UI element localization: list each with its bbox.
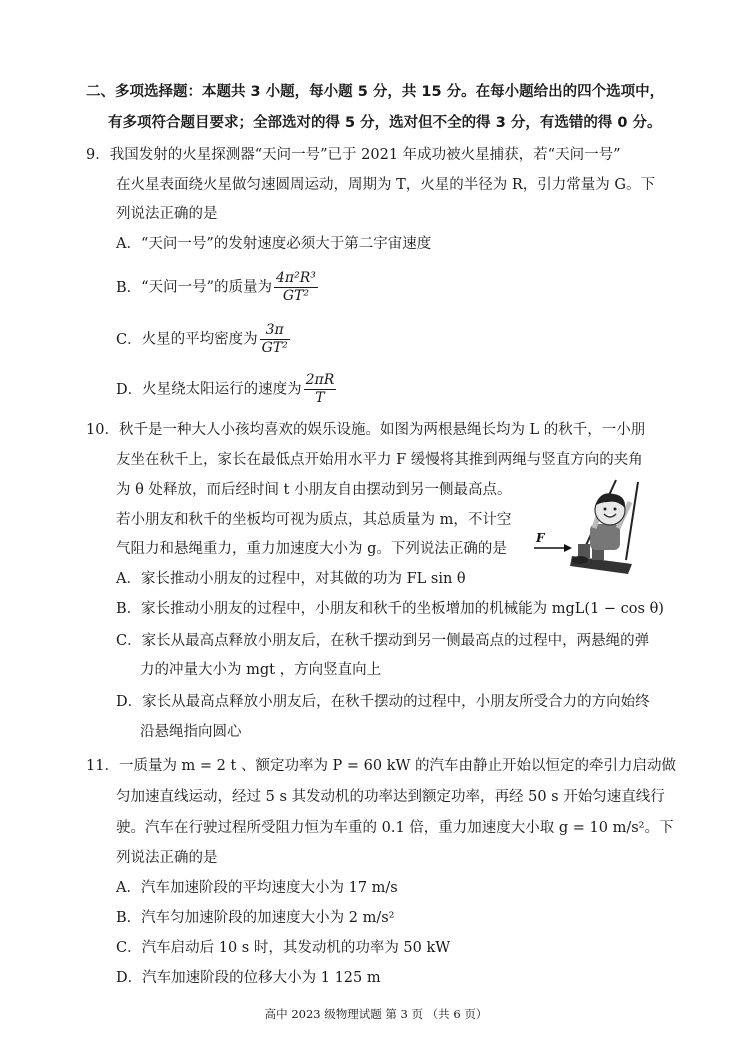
fraction-denominator: GT² <box>261 340 288 356</box>
fraction-density <box>260 322 290 357</box>
question-9-option-b <box>116 270 320 305</box>
section-header-line1: 二、多项选择题：本题共 3 小题，每小题 5 分，共 15 分。在每小题给出的四个选项中， <box>86 84 665 100</box>
option-label: A． <box>116 236 141 252</box>
question-11-option-a <box>116 878 398 898</box>
option-text: “天问一号”的发射速度必须大于第二宇宙速度 <box>140 236 432 252</box>
question-11-stem-2: 匀加速直线运动，经过 5 s 其发动机的功率达到额定功率，再经 50 s 开始匀速直线行 <box>116 789 665 805</box>
option-text: 家长从最高点释放小朋友后，在秋千摆动的过程中，小朋友所受合力的方向始终 <box>142 694 650 710</box>
option-label: D． <box>116 381 143 398</box>
option-label: D． <box>116 970 143 986</box>
option-text: 汽车加速阶段的位移大小为 1 125 m <box>142 970 381 986</box>
option-text: 家长从最高点释放小朋友后，在秋千摆动到另一侧最高点的过程中，两悬绳的弹 <box>141 633 650 649</box>
question-11-stem-1: 一质量为 m = 2 t 、额定功率为 P = 60 kW 的汽车由静止开始以恒定的牵引力启动做 <box>118 758 677 774</box>
option-label: C． <box>116 331 142 348</box>
option-label: A． <box>116 571 141 587</box>
question-11-stem-3: 驶。汽车在行驶过程所受阻力恒为车重的 0.1 倍，重力加速度大小取 g = 10 m/s²。下 <box>116 820 674 836</box>
question-11-option-c <box>116 938 450 958</box>
question-10-line1 <box>86 420 645 440</box>
question-11-stem-4: 列说法正确的是 <box>116 850 218 866</box>
fraction-speed <box>304 372 337 407</box>
question-10-option-c <box>116 631 649 651</box>
option-text: 汽车匀加速阶段的加速度大小为 2 m/s² <box>141 910 395 926</box>
option-label: C． <box>116 633 142 649</box>
option-label: D． <box>116 694 143 710</box>
option-text: 汽车加速阶段的平均速度大小为 17 m/s <box>140 880 398 896</box>
option-label: B． <box>116 279 142 296</box>
option-text: 家长推动小朋友的过程中，对其做的功为 FL sin θ <box>140 571 466 587</box>
section-header-line2: 有多项符合题目要求；全部选对的得 5 分，选对但不全的得 3 分，有选错的得 0 分。 <box>108 115 662 131</box>
question-9-stem-3: 列说法正确的是 <box>116 206 218 222</box>
question-9-option-d <box>116 372 338 407</box>
question-10-number: 10． <box>86 422 119 438</box>
option-text: 家长推动小朋友的过程中，小朋友和秋千的坐板增加的机械能为 mgL(1 − cos θ) <box>141 601 664 617</box>
fraction-denominator: GT² <box>282 288 309 304</box>
question-9-option-a <box>116 234 431 254</box>
question-9-number: 9． <box>86 147 110 163</box>
question-10-stem-4: 若小朋友和秋千的坐板均可视为质点，其总质量为 m，不计空 <box>116 512 512 528</box>
page-footer: 高中 2023 级物理试题 第 3 页 （共 6 页） <box>264 1007 488 1021</box>
question-11-option-d <box>116 968 381 988</box>
option-text: 火星绕太阳运行的速度为 <box>142 381 302 398</box>
question-10-option-d-cont: 沿悬绳指向圆心 <box>140 724 242 740</box>
fraction-denominator: T <box>315 390 325 406</box>
question-10-option-c-cont: 力的冲量大小为 mgt ，方向竖直向上 <box>140 662 382 678</box>
option-text: 火星的平均密度为 <box>141 331 258 348</box>
fraction-numerator: 4π²R³ <box>275 270 316 286</box>
option-label: B． <box>116 601 142 617</box>
question-11-option-b <box>116 908 395 928</box>
swing-illustration <box>534 478 652 588</box>
question-9-line1 <box>86 145 621 165</box>
question-9-stem-1: 我国发射的火星探测器“天问一号”已于 2021 年成功被火星捕获，若“天问一号” <box>109 147 621 163</box>
question-11-line1 <box>86 756 676 776</box>
fraction-mass <box>274 270 318 305</box>
fraction-numerator: 2πR <box>305 372 335 388</box>
question-9-option-c <box>116 322 292 357</box>
question-10-option-d <box>116 692 650 712</box>
question-10-stem-1: 秋千是一种大人小孩均喜欢的娱乐设施。如图为两根悬绳长均为 L 的秋千，一小朋 <box>118 422 646 438</box>
force-label: F <box>536 531 545 545</box>
swing-figure <box>534 478 652 588</box>
question-9-stem-2: 在火星表面绕火星做匀速圆周运动，周期为 T，火星的半径为 R，引力常量为 G。下 <box>116 177 655 193</box>
option-label: B． <box>116 910 142 926</box>
fraction-numerator: 3π <box>260 322 290 340</box>
question-10-stem-2: 友坐在秋千上，家长在最低点开始用水平力 F 缓慢将其推到两绳与竖直方向的夹角 <box>116 452 643 468</box>
question-10-option-b <box>116 599 664 619</box>
option-text: “天问一号”的质量为 <box>141 279 272 296</box>
option-label: A． <box>116 880 141 896</box>
question-11-number: 11． <box>86 758 119 774</box>
option-label: C． <box>116 940 142 956</box>
question-10-option-a <box>116 569 466 589</box>
question-10-stem-5: 气阻力和悬绳重力，重力加速度大小为 g。下列说法正确的是 <box>116 541 507 557</box>
option-text: 汽车启动后 10 s 时，其发动机的功率为 50 kW <box>141 940 451 956</box>
question-10-stem-3: 为 θ 处释放，而后经时间 t 小朋友自由摆动到另一侧最高点。 <box>116 482 512 498</box>
